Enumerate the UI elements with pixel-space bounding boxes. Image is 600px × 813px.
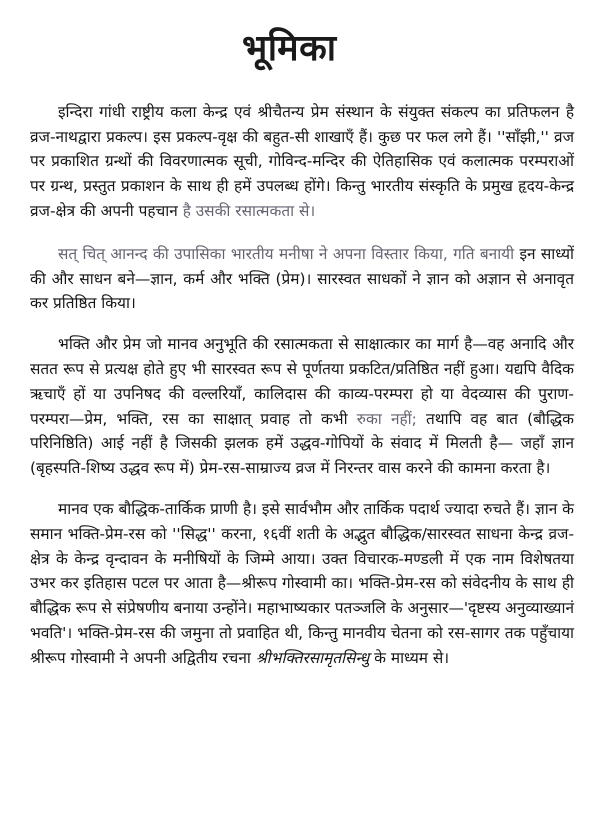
paragraph-4-text: मानव एक बौद्धिक-तार्किक प्राणी है। इसे सार्वभौम और तार्किक पदार्थ ज्यादा रुचते हैं। ज्ञान के समान भक्ति-प्रेम-रस को ''सिद्ध'' करना, १६वीं शती के अद्भुत बौद्धिक/सारस्वत साधना केन्द्र व्रज-क्षेत्र के केन्द्र वृन्दावन के मनीषियों के जिम्मे आया। उक्त विचारक-मण्डली में एक नाम विशेषतया उभर कर इतिहास पटल पर आता है—श्रीरूप गोस्वामी का। भक्ति-प्रेम-रस को संवेदनीय के साथ ही बौद्धिक रूप से संप्रेषणीय बनाया उन्होंने। महाभाष्यकार पतञ्जलि के अनुसार—'दृष्टस्य अनुव्याख्यानं भवति'। भक्ति-प्रेम-रस की जमुना तो प्रवाहित थी, किन्तु मानवीय चेतना को रस-सागर तक पहुँचाया श्रीरूप गोस्वामी ने अपनी अद्वितीय रचना	[30, 499, 574, 667]
paragraph-3	[30, 332, 574, 481]
book-title-italic: श्रीभक्तिरसामृतसिन्धु	[255, 648, 370, 667]
paragraph-2	[30, 242, 574, 316]
paragraph-1-faded-text: है उसकी रसात्मकता से।	[182, 201, 316, 220]
paragraph-1	[30, 100, 574, 224]
paragraph-2-text: इन साध्यों की और साधन बने—ज्ञान, कर्म और भक्ति (प्रेम)। सारस्वत साधकों ने ज्ञान को अज्ञान से अनावृत कर प्रतिष्ठित किया।	[30, 244, 574, 313]
paragraph-3-text-continued: तथापि वह बात (बौद्धिक परिनिष्ठिति) आई नहीं है जिसकी झलक हमें उद्धव-गोपियों के संवाद में मिलती है— जहाँ ज्ञान (बृहस्पति-शिष्य उद्धव रूप में) प्रेम-रस-साम्राज्य व्रज में निरन्तर वास करने की कामना करता है।	[30, 409, 574, 478]
page-title: भूमिका	[242, 28, 337, 69]
paragraph-4-text-end: के माध्यम से।	[369, 648, 450, 667]
paragraph-4	[30, 497, 574, 671]
paragraph-2-faded-text: सत् चित् आनन्द की उपासिका भारतीय मनीषा ने अपना विस्तार किया, गति बनायी	[58, 244, 520, 263]
paragraph-3-text: भक्ति और प्रेम जो मानव अनुभूति की रसात्मकता से साक्षात्कार का मार्ग है—वह अनादि और सतत रूप से प्रत्यक्ष होते हुए भी सारस्वत रूप से पूर्णतया प्रकटित/प्रतिष्ठित नहीं हुआ। यद्यपि वैदिक ऋचाएँ हों या उपनिषद की वल्लरियाँ, कालिदास की काव्य-परम्परा हो या वेदव्यास की पुराण-परम्परा—प्रेम, भक्ति, रस का साक्षात् प्रवाह तो कभी	[30, 335, 575, 428]
paragraph-1-text: इन्दिरा गांधी राष्ट्रीय कला केन्द्र एवं श्रीचैतन्य प्रेम संस्थान के संयुक्त संकल्प का प्रतिफलन है व्रज-नाथद्वारा प्रकल्प। इस प्रकल्प-वृक्ष की बहुत-सी शाखाएँ हैं। कुछ पर फल लगे हैं। ''साँझी,'' व्रज पर प्रकाशित ग्रन्थों की विवरणात्मक सूची, गोविन्द-मन्दिर की ऐतिहासिक एवं कलात्मक परम्पराओं पर ग्रन्थ, प्रस्तुत प्रकाशन के साथ ही हमें उपलब्ध होंगे। किन्तु भारतीय संस्कृति के प्रमुख हृदय-केन्द्र व्रज-क्षेत्र की अपनी पहचान	[30, 102, 574, 220]
paragraph-3-faded-text: रुका नहीं;	[356, 409, 427, 428]
